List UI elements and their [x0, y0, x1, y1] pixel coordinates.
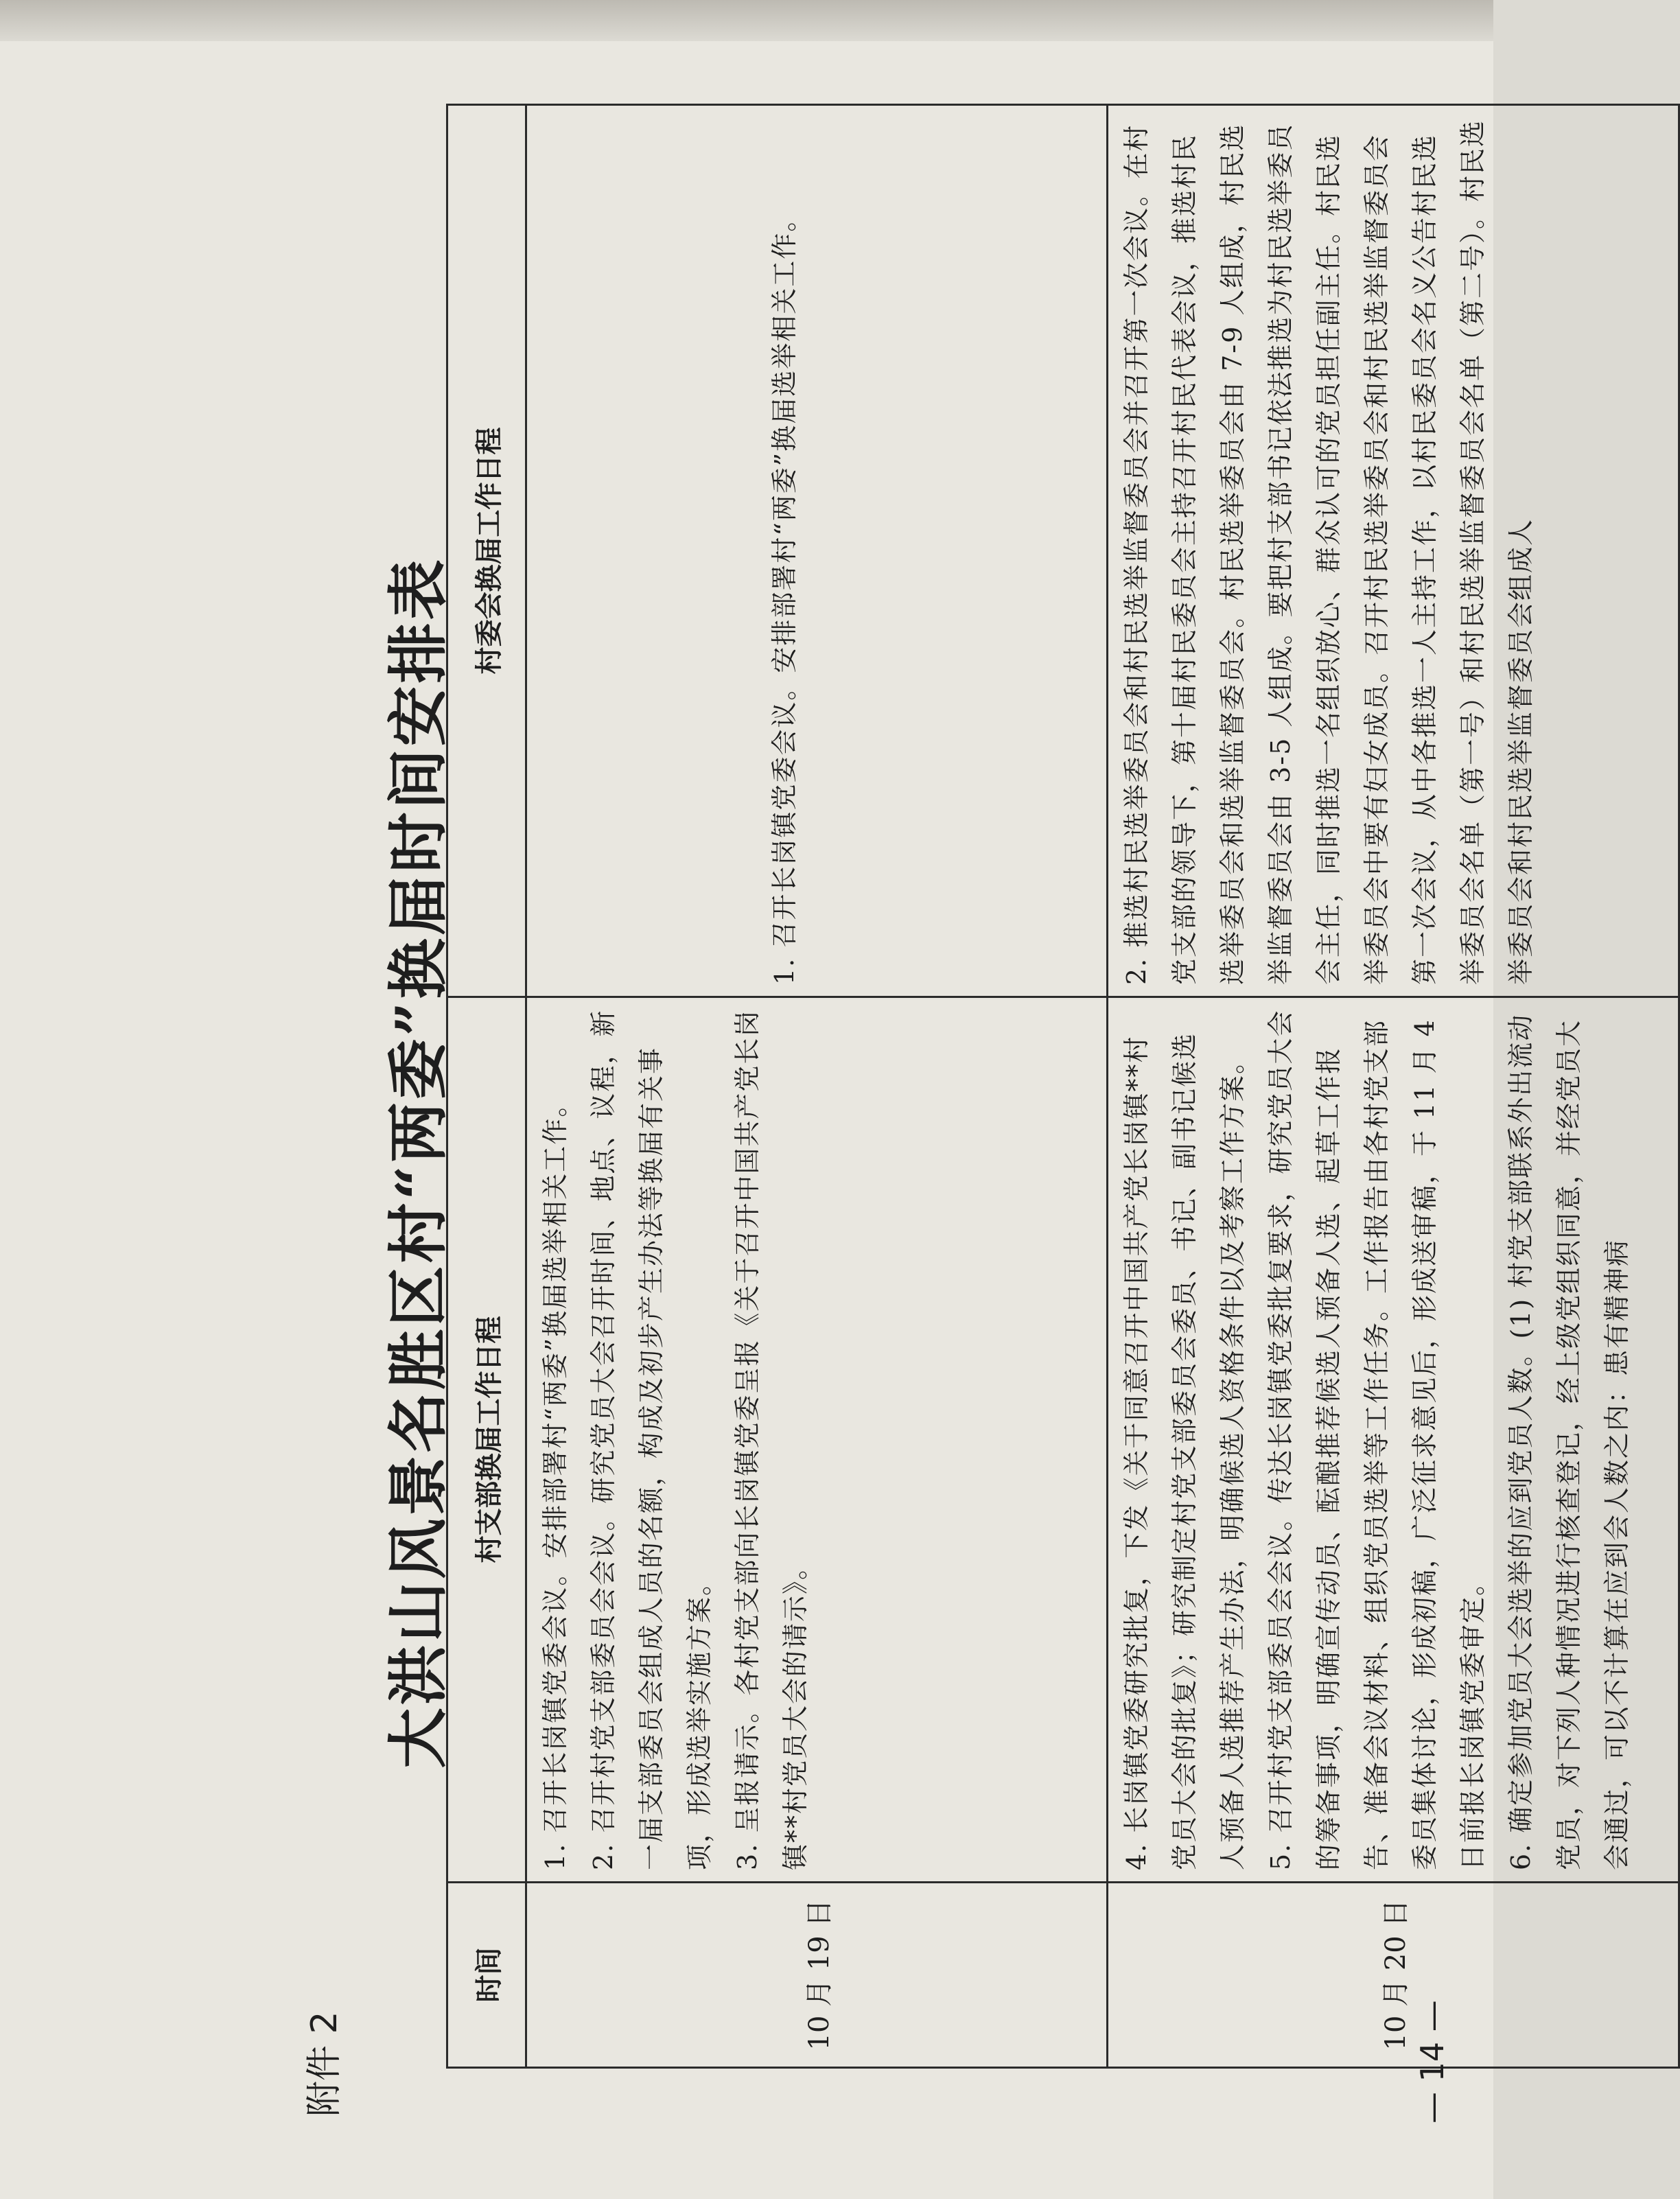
- page-number: — 14 —: [1414, 2000, 1451, 2124]
- vc-item: 1. 召开长岗镇党委会议。安排部署村“两委”换届选举相关工作。: [769, 204, 800, 985]
- party-item: 1. 召开长岗镇党委会议。安排部署村“两委”换届选举相关工作。: [540, 1089, 570, 1870]
- party-item: 3. 呈报请示。各村党支部向长岗镇党委呈报《关于召开中国共产党长岗镇**村党员大会的请示》。: [732, 1009, 810, 1870]
- date-cell: 10 月 20 日: [1108, 1883, 1679, 2068]
- table-header-row: [447, 105, 526, 2068]
- table-row: [1108, 105, 1679, 2068]
- header-village-committee: 村委会换届工作日程: [447, 105, 526, 997]
- header-party-branch: 村支部换届工作日程: [447, 997, 526, 1883]
- party-item: 4. 长岗镇党委研究批复，下发《关于同意召开中国共产党长岗镇**村党员大会的批复》；研究制定村党支部委员会委员、书记、副书记候选人预备人选推荐产生办法，明确候选人资格条件以及考察工作方案。: [1121, 1032, 1248, 1870]
- party-item: 2. 召开村党支部委员会会议。研究党员大会召开时间、地点、议程，新一届支部委员会组成人员的名额，构成及初步产生办法等换届有关事项，形成选举实施方案。: [588, 1009, 714, 1870]
- village-committee-cell: [526, 105, 1108, 997]
- attachment-label: 附件 2: [304, 2011, 345, 2117]
- header-time: 时间: [447, 1883, 526, 2068]
- document-title: 大洪山风景名胜区村“两委”换届时间安排表: [382, 557, 454, 1769]
- party-item: 5. 召开村党支部委员会会议。传达长岗镇党委批复要求，研究党员大会的筹备事项，明确宣传动员、酝酿推荐候选人预备人选、起草工作报告、准备会议材料、组织党员选举等工作任务。工作报告由各村党支部委员集体讨论，形成初稿，广泛征求意见后，形成送审稿，于 11 月 4 日前报长岗镇党委审定。: [1265, 1009, 1488, 1870]
- party-item: 6. 确定参加党员大会选举的应到党员人数。(1) 村党支部联系外出流动党员，对下列人种情况进行核查登记，经上级党组织同意，并经党员大会通过，可以不计算在应到会人数之内：患有精神病: [1506, 1013, 1632, 1870]
- party-branch-cell: [526, 997, 1108, 1883]
- village-committee-cell: [1108, 105, 1679, 997]
- schedule-table: [446, 104, 1680, 2069]
- vc-item: 2. 推选村民选举委员会和村民选举监督委员会并召开第一次会议。在村党支部的领导下，第十届村民委员会主持召开村民代表会议，推选村民选举委员会和选举监督委员会。村民选举委员会由 7-9 人组成，村民选举监督委员会由 3-5 人组成。要把村支部书记依法推选为村民选举委员会主任，同时推选一名组织放心、群众认可的党员担任副主任。村民选举委员会中要有妇女成员。召开村民选举委员会和村民选举监督委员会第一次会议，从中各推选一人主持工作，以村民委员会名义公告村民选举委员会名单（第一号）和村民选举监督委员会名单（第二号）。村民选举委员会和村民选举监督委员会组成人: [1121, 119, 1536, 985]
- table-row: [526, 105, 1108, 2068]
- date-cell: 10 月 19 日: [526, 1883, 1108, 2068]
- party-branch-cell: [1108, 997, 1679, 1883]
